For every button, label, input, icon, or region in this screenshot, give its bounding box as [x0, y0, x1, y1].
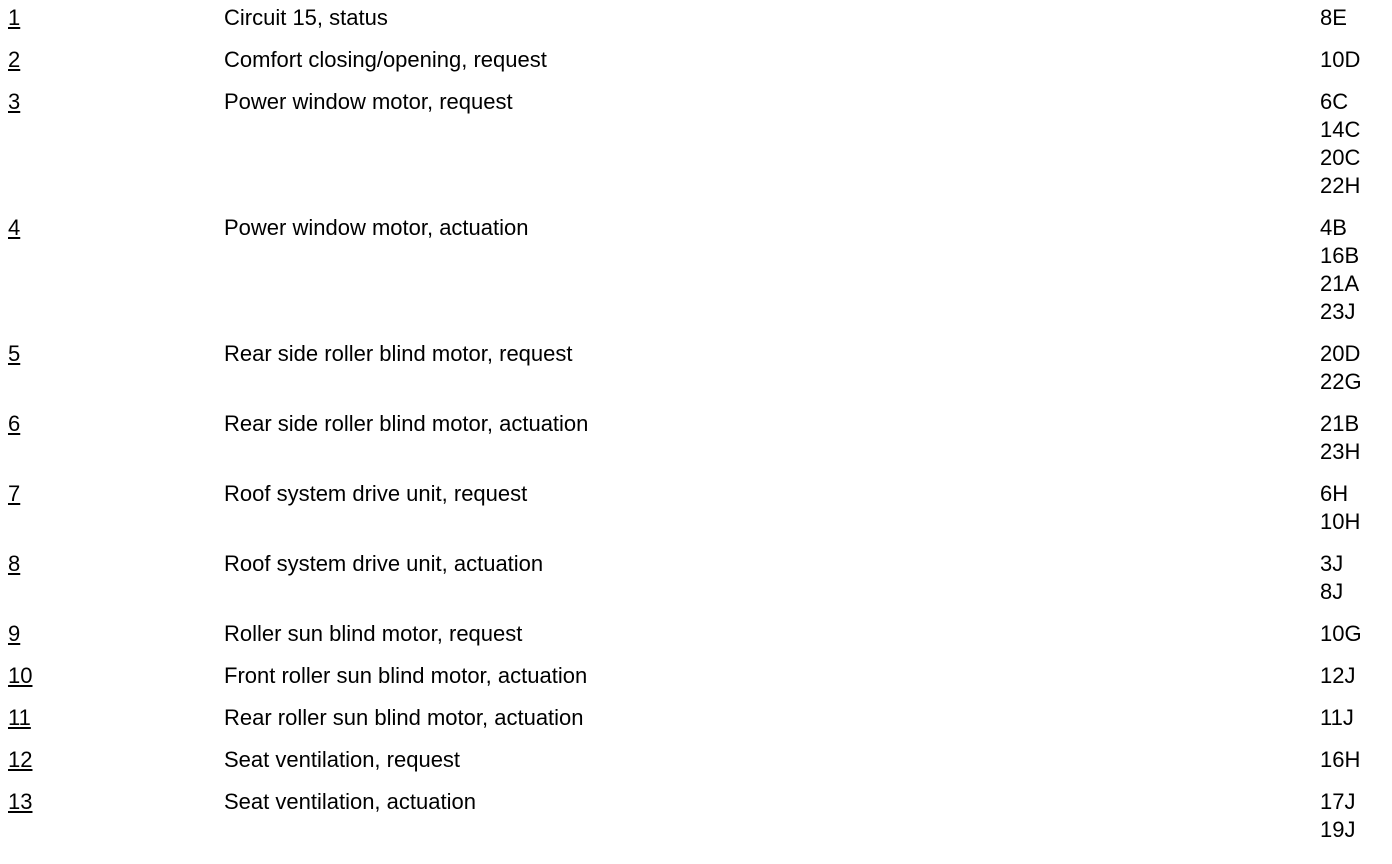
row-description: Roof system drive unit, request — [224, 481, 528, 506]
row-description: Circuit 15, status — [224, 5, 388, 30]
grid-reference: 19J — [1320, 817, 1356, 842]
grid-reference: 14C — [1320, 117, 1361, 142]
row-description: Rear side roller blind motor, request — [224, 341, 573, 366]
row-description: Rear roller sun blind motor, actuation — [224, 705, 584, 730]
grid-reference-list — [1320, 620, 1384, 648]
grid-reference: 10H — [1320, 509, 1361, 534]
grid-reference: 17J — [1320, 789, 1356, 814]
grid-reference-list — [1320, 550, 1384, 606]
grid-reference-list — [1320, 214, 1384, 326]
row-number-link[interactable]: 9 — [8, 621, 21, 646]
grid-reference: 6H — [1320, 481, 1349, 506]
grid-reference-list — [1320, 46, 1384, 74]
grid-reference: 16B — [1320, 243, 1360, 268]
row-number-link[interactable]: 11 — [8, 705, 31, 730]
grid-reference: 22H — [1320, 173, 1361, 198]
row-number-link[interactable]: 3 — [8, 89, 21, 114]
row-number-link[interactable]: 8 — [8, 551, 21, 576]
grid-reference-list — [1320, 88, 1384, 200]
grid-reference: 12J — [1320, 663, 1356, 688]
row-description: Comfort closing/opening, request — [224, 47, 547, 72]
row-description: Power window motor, actuation — [224, 215, 529, 240]
grid-reference: 11J — [1320, 705, 1354, 730]
grid-reference: 4B — [1320, 215, 1347, 240]
grid-reference-list — [1320, 4, 1384, 32]
grid-reference-list — [1320, 704, 1384, 732]
row-number-link[interactable]: 2 — [8, 47, 21, 72]
grid-reference-list — [1320, 480, 1384, 536]
row-number-link[interactable]: 5 — [8, 341, 21, 366]
row-description: Front roller sun blind motor, actuation — [224, 663, 588, 688]
grid-reference: 21B — [1320, 411, 1360, 436]
row-description: Power window motor, request — [224, 89, 513, 114]
row-number-link[interactable]: 13 — [8, 789, 33, 814]
grid-reference-list — [1320, 340, 1384, 396]
row-number-link[interactable]: 6 — [8, 411, 21, 436]
grid-reference: 22G — [1320, 369, 1362, 394]
grid-reference: 16H — [1320, 747, 1361, 772]
grid-reference-list — [1320, 410, 1384, 466]
row-description: Seat ventilation, actuation — [224, 789, 476, 814]
grid-reference: 6C — [1320, 89, 1349, 114]
row-description: Roof system drive unit, actuation — [224, 551, 544, 576]
row-number-link[interactable]: 12 — [8, 747, 33, 772]
row-description: Seat ventilation, request — [224, 747, 461, 772]
row-number-link[interactable]: 4 — [8, 215, 21, 240]
grid-reference: 20C — [1320, 145, 1361, 170]
grid-reference: 20D — [1320, 341, 1361, 366]
grid-reference-list — [1320, 746, 1384, 774]
grid-reference: 8E — [1320, 5, 1347, 30]
grid-reference: 10D — [1320, 47, 1361, 72]
grid-reference: 3J — [1320, 551, 1344, 576]
row-description: Rear side roller blind motor, actuation — [224, 411, 589, 436]
row-number-link[interactable]: 7 — [8, 481, 21, 506]
row-number-link[interactable]: 1 — [8, 5, 21, 30]
grid-reference: 23H — [1320, 439, 1361, 464]
row-number-link[interactable]: 10 — [8, 663, 33, 688]
row-description: Roller sun blind motor, request — [224, 621, 523, 646]
grid-reference: 23J — [1320, 299, 1356, 324]
grid-reference-list — [1320, 662, 1384, 690]
grid-reference: 10G — [1320, 621, 1362, 646]
grid-reference-list — [1320, 788, 1384, 844]
grid-reference: 21A — [1320, 271, 1360, 296]
grid-reference: 8J — [1320, 579, 1344, 604]
